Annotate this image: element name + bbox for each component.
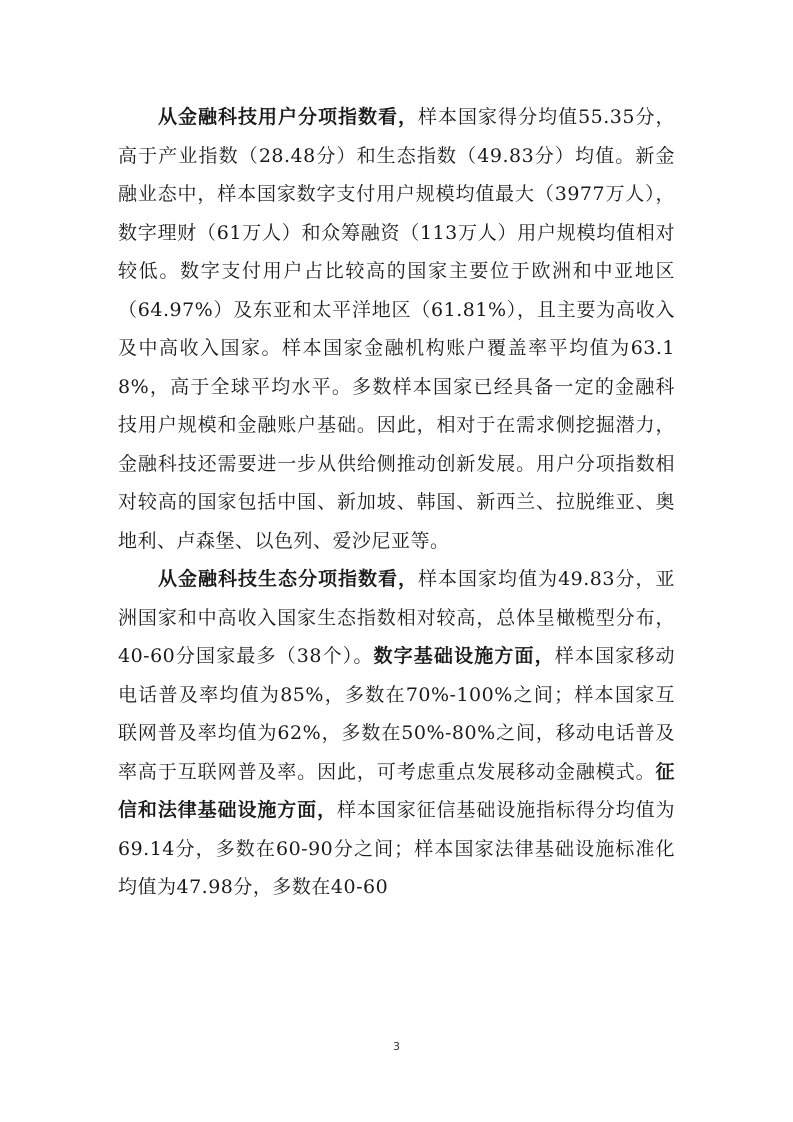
document-body	[118, 98, 675, 907]
heading-ecosystem-index: 从金融科技生态分项指数看，	[158, 568, 419, 590]
text-ecosystem-index: 样本国家均值为49.83分，亚洲国家和中高收入国家生态指数相对较高，总体呈橄榄型分布，40-60分国家最多（38个）。	[118, 568, 675, 667]
heading-digital-infrastructure: 数字基础设施方面，	[373, 645, 555, 667]
text-credit-legal-infrastructure: 样本国家征信基础设施指标得分均值为69.14分，多数在60-90分之间；样本国家法律基础设施标准化均值为47.98分，多数在40-60	[118, 799, 675, 898]
heading-credit-legal-infrastructure: 征信和法律基础设施方面，	[118, 760, 675, 821]
text-digital-infrastructure: 样本国家移动电话普及率均值为85%，多数在70%-100%之间；样本国家互联网普及率均值为62%，多数在50%-80%之间，移动电话普及率高于互联网普及率。因此，可考虑重点发展移动金融模式。	[118, 645, 675, 783]
paragraph-ecosystem-index	[118, 560, 675, 907]
heading-user-index: 从金融科技用户分项指数看，	[158, 106, 419, 128]
page-number: 3	[393, 1040, 400, 1053]
paragraph-user-index	[118, 98, 675, 560]
text-user-index: 样本国家得分均值55.35分，高于产业指数（28.48分）和生态指数（49.83分）均值。新金融业态中，样本国家数字支付用户规模均值最大（3977万人），数字理财（61万人）和众筹融资（113万人）用户规模均值相对较低。数字支付用户占比较高的国家主要位于欧洲和中亚地区（64.97%）及东亚和太平洋地区（61.81%），且主要为高收入及中高收入国家。样本国家金融机构账户覆盖率平均值为63.18%，高于全球平均水平。多数样本国家已经具备一定的金融科技用户规模和金融账户基础。因此，相对于在需求侧挖掘潜力，金融科技还需要进一步从供给侧推动创新发展。用户分项指数相对较高的国家包括中国、新加坡、韩国、新西兰、拉脱维亚、奥地利、卢森堡、以色列、爱沙尼亚等。	[118, 106, 675, 552]
